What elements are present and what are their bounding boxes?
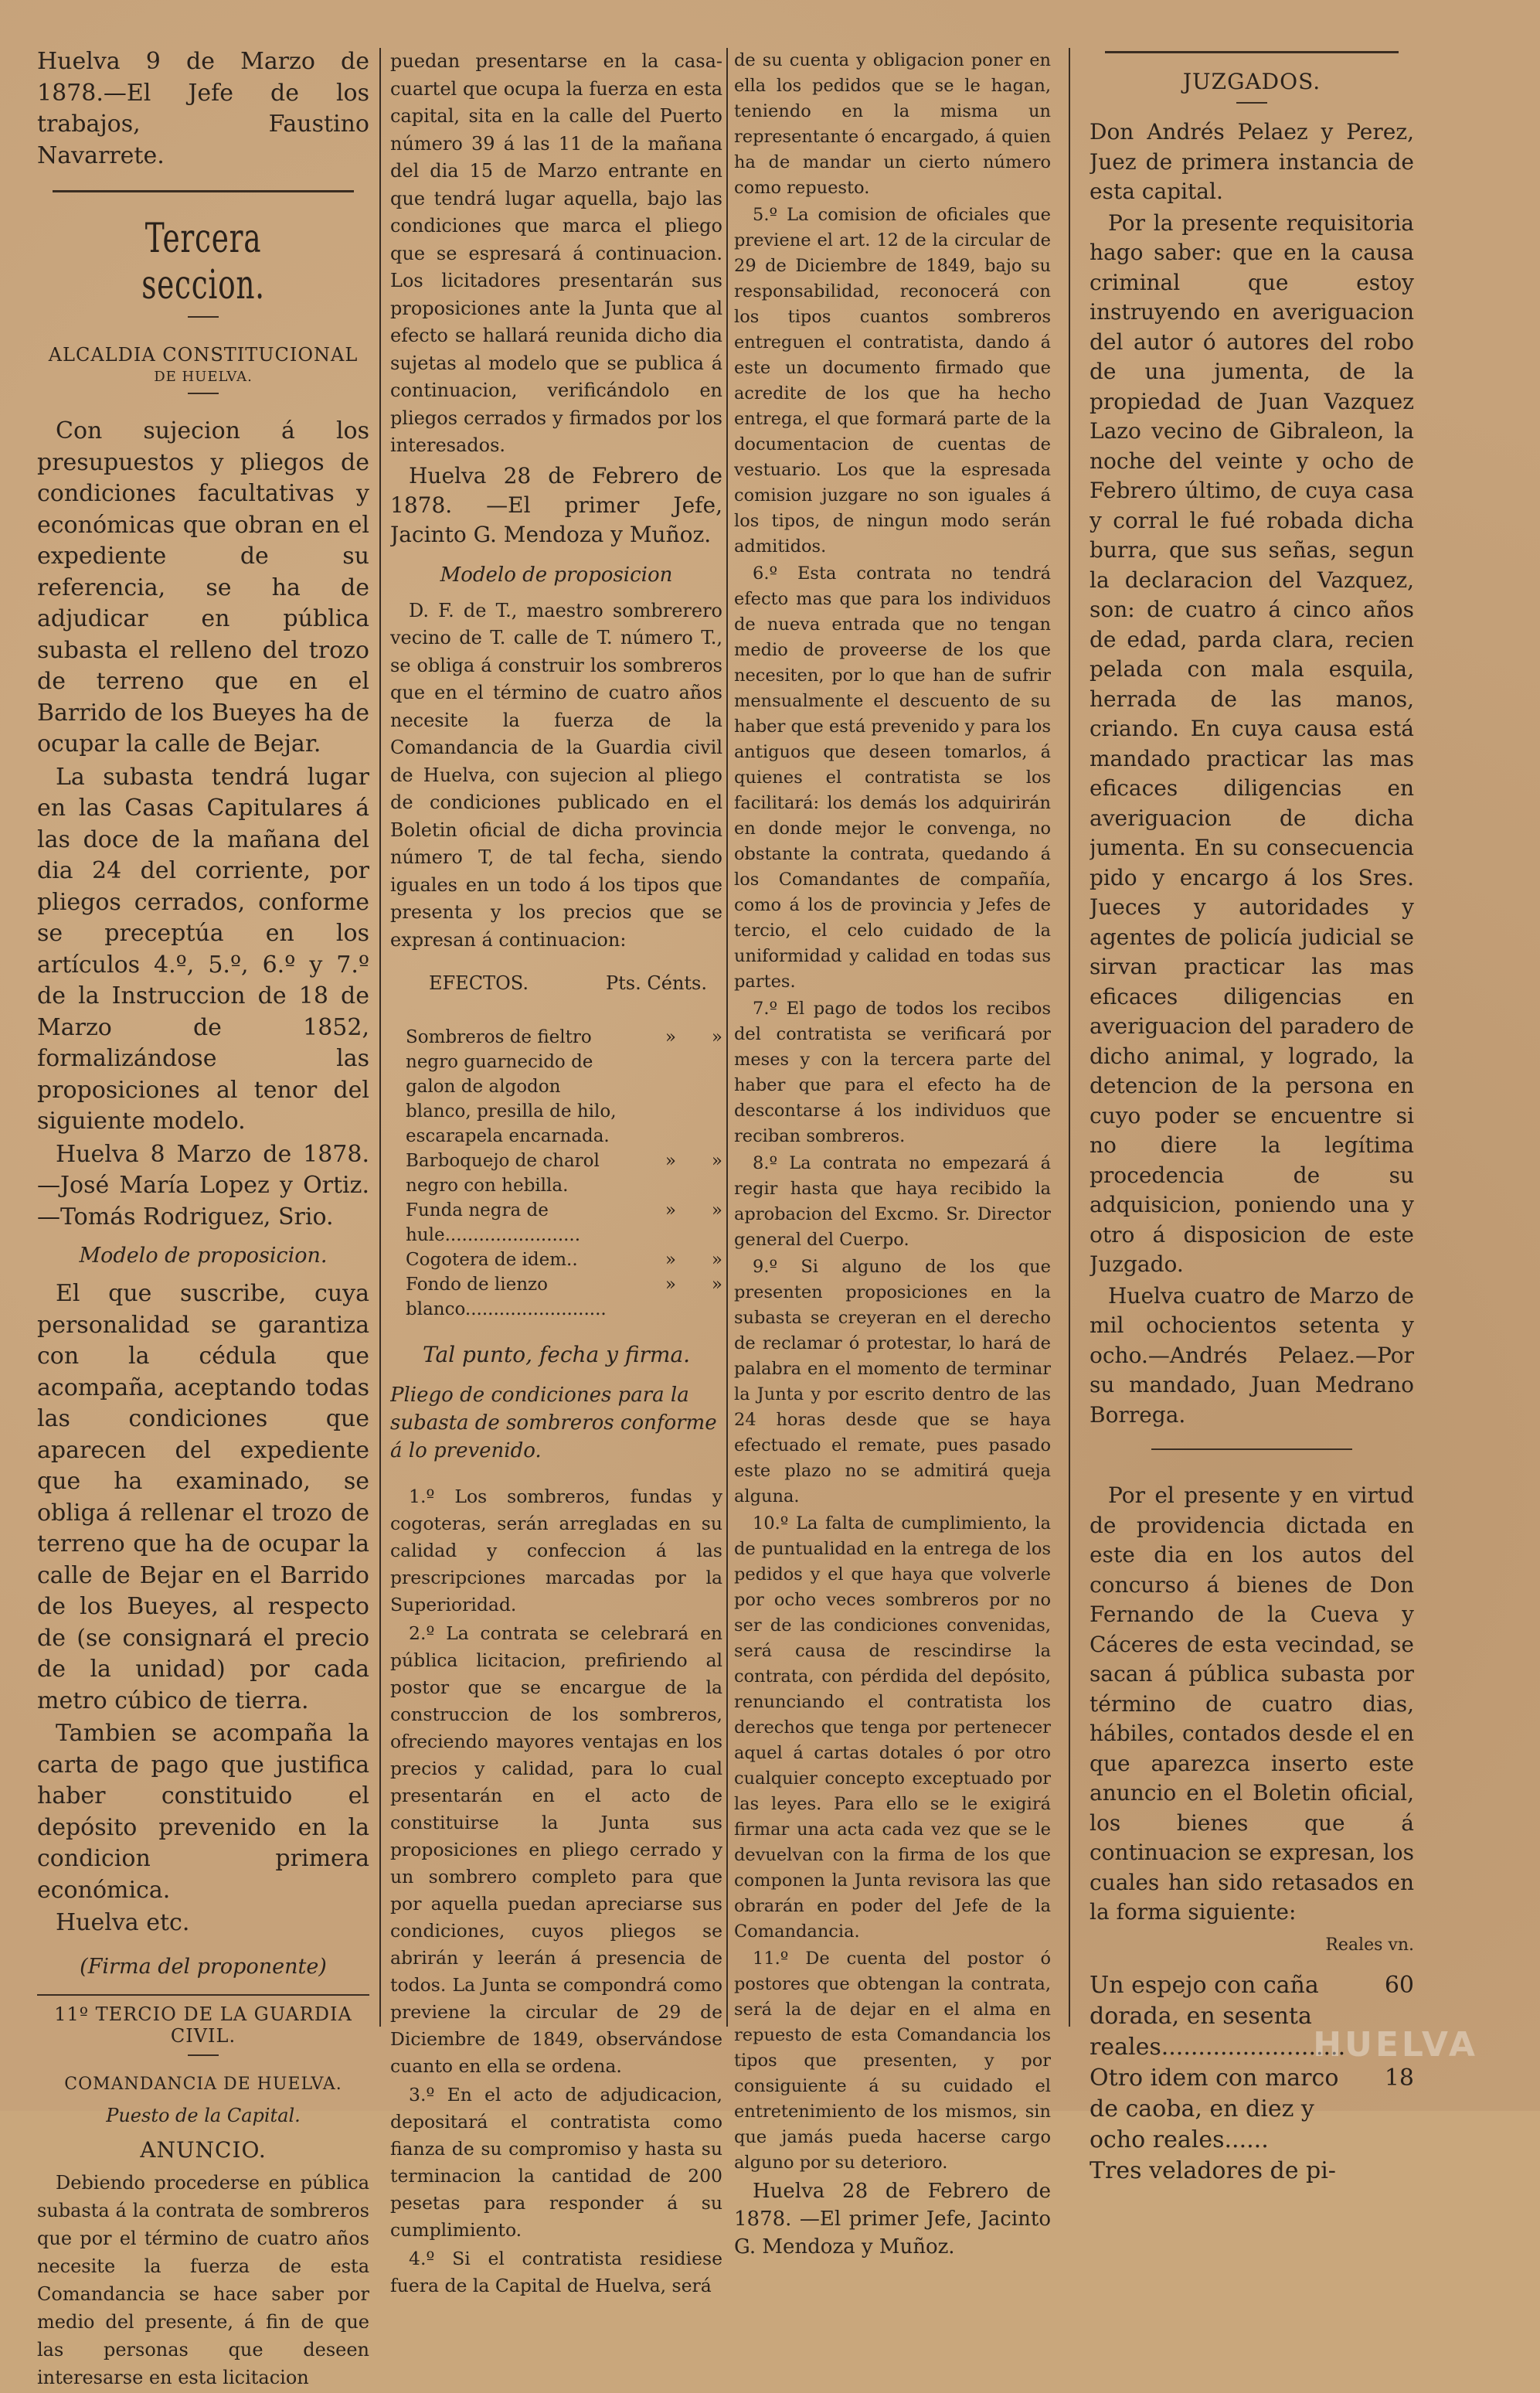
efectos-item-pts: » [665,1027,676,1047]
efectos-item-text: Fondo de lienzo blanco......................... [406,1275,607,1319]
col1-modelo-para-1: El que suscribe, cuya personalidad se garantiza con la cédula que acompaña, aceptando todas las condiciones que aparecen del expediente que ha examinado, se obliga á rellenar el trozo de terreno que ha de ocupar la calle de Bejar en el Barrido de los Bueyes, al respecto de (se consignará el precio de la unidad) por cada metro cúbico de tierra. [37,1280,369,1714]
comandancia-title: COMANDANCIA DE HUELVA. [64,2074,342,2094]
col1-modelo-title: Modelo de proposicion. [79,1244,328,1268]
col3-para-3: 6.º Esta contrata no tendrá efecto mas que para los individuos de nueva entrada que no tengan medio de proveerse de los que necesiten, por lo que han de sufrir mensualmente el descuento de su haber que está prevenido y para los antiguos que deseen tomarlos, á quienes el contratista se los facilitará: los demás los adquirirán en donde mejor le convenga, no obstante la contrata, quedando á los Comandantes de compañía, como á los de provincia y Jefes de tercio, el celo cuidado de la uniformidad y calidad en todas sus partes. [734,563,1051,992]
col3-para-1: de su cuenta y obligacion poner en ella los pedidos que se le hagan, teniendo en la misma un representante ó encargado, á quien ha de mandar un cierto número como repuesto. [734,50,1051,198]
col3-para-8: 11.º De cuenta del postor ó postores que obtengan la contrata, será la de dejar en el alma en repuesto de esta Comandancia los tipos que presenten, y por consiguiente á su cuidado el entretenimiento de los mismos, sin que jamás pueda hacerse cargo alguno por su deterioro. [734,1949,1051,2173]
alcaldia-para-2: La subasta tendrá lugar en las Casas Capitulares á las doce de la mañana del dia 24 del corriente, por pliegos cerrados, conforme se preceptúa en los artículos 4.º, 5.º, 6.º y 7.º de la Instruccion de 18 de Marzo de 1852, formalizándose las proposiciones al tenor del siguiente modelo. [37,763,369,1135]
efectos-row [390,1198,722,1248]
col2-modelo-para: D. F. de T., maestro sombrerero vecino de T. calle de T. número T., se obliga á construir los sombreros que en el término de cuatro años necesite la fuerza de la Comandancia de la Guardia civil de Huelva, con sujecion al pliego de condiciones publicado en el Boletin oficial de dicha provincia número T, de tal fecha, siendo iguales en un todo á los tipos que presenta y los precios que se expresan á continuacion: [390,599,722,951]
column-2 [390,48,722,2301]
efectos-item-cents: » [711,1027,722,1047]
section-dash [188,316,219,318]
efectos-item-pts: » [665,1200,676,1220]
anuncio-title: ANUNCIO. [140,2136,267,2163]
col1-modelo-para-3: Huelva etc. [56,1909,190,1936]
puesto-title: Puesto de la Capital. [106,2104,301,2126]
price-item-value: 60 [1384,1971,1414,1999]
efectos-item-text: Funda negra de hule........................ [406,1200,581,1245]
condition-4: 4.º Si el contratista residiese fuera de la Capital de Huelva, será [390,2248,722,2296]
anuncio-body [37,2169,369,2391]
column-rule-3 [1069,48,1070,2027]
efectos-header [390,972,722,994]
efectos-item-cents: » [711,1275,722,1295]
requisitoria-body [1090,117,1414,1430]
efectos-item-cents: » [711,1250,722,1270]
tercio-title: 11º TERCIO DE LA GUARDIA CIVIL. [54,2003,352,2047]
col1-modelo-para-2: Tambien se acompaña la carta de pago que justifica haber constituido el depósito prevenido en la condicion primera económica. [37,1720,369,1904]
efectos-item-text: Barboquejo de charol negro con hebilla. [406,1151,600,1196]
col4-divider [1151,1448,1352,1450]
alcaldia-subtitle: DE HUELVA. [154,369,253,385]
alcaldia-body [37,416,369,1233]
conditions-list [390,1483,722,2299]
efectos-item-cents: » [711,1200,722,1220]
juzgados-title: JUZGADOS. [1182,69,1321,94]
price-item-value [1368,2156,1414,2187]
alcaldia-para-1: Con sujecion á los presupuestos y pliegos de condiciones facultativas y económicas que obran en el expediente de su referencia, se ha de adjudicar en pública subasta el relleno del trozo de terreno que en el Barrido de los Bueyes ha de ocupar la calle de Bejar. [37,417,369,757]
juzgados-dash [1236,102,1267,104]
section-divider [53,190,354,192]
price-item-text: Tres veladores de pi- [1090,2156,1336,2184]
col1-divider [37,1994,369,1996]
anuncio-para: Debiendo procederse en pública subasta á la contrata de sombreros que por el término de cuatro años necesite la fuerza de esta Comandancia se hace saber por medio del presente, á fin de que las personas que deseen interesarse en esta licitacion [37,2171,369,2388]
section-title: Tercera seccion. [141,216,265,308]
efectos-row [390,1272,722,1322]
subasta-para: Por el presente y en virtud de providencia dictada en este dia en los autos del concurso á bienes de Don Fernando de la Cueva y Cáceres de esta vecindad, se sacan á pública subasta por término de cuatro dias, hábiles, contados desde el en que aparezca inserto este anuncio en el Boletin oficial, los bienes que á continuacion se expresan, los cuales han sido retasados en la forma siguiente: [1090,1482,1414,1925]
efectos-item-pts: » [665,1151,676,1171]
pts-label: Pts. Cénts. [606,972,707,994]
efectos-table [390,1025,722,1322]
tal-punto: Tal punto, fecha y firma. [422,1342,691,1367]
col2-modelo-body [390,597,722,955]
col2-body-1 [390,48,722,550]
requisitoria-date: Huelva cuatro de Marzo de mil ochocientos setenta y ocho.—Andrés Pelaez.—Por su mandado, Juan Medrano Borrega. [1090,1282,1414,1428]
col1-top-text: Huelva 9 de Marzo de 1878.—El Jefe de los trabajos, Faustino Navarrete. [37,48,369,169]
watermark-logo: HUELVA [1313,2025,1478,2065]
col3-date: Huelva 28 de Febrero de 1878. —El primer Jefe, Jacinto G. Mendoza y Muñoz. [734,2180,1051,2259]
requisitoria-head: Don Andrés Pelaez y Perez, Juez de primera instancia de esta capital. [1090,119,1414,204]
juzgados-top-rule [1105,51,1399,53]
col3-para-5: 8.º La contrata no empezará á regir hasta que haya recibido la aprobacion del Excmo. Sr. Director general del Cuerpo. [734,1153,1051,1250]
price-row [1090,2156,1414,2187]
efectos-row [390,1025,722,1149]
col2-date-1: Huelva 28 de Febrero de 1878. —El primer Jefe, Jacinto G. Mendoza y Muñoz. [390,462,722,547]
efectos-item-text: Cogotera de idem.. [406,1250,578,1270]
column-1 [37,46,369,2393]
condition-2: 2.º La contrata se celebrará en pública licitacion, prefiriendo al postor que se encargue de la construccion de los sombreros, ofreciendo mayores ventajas en los precios y calidad, para lo cual presentarán en el acto de constituirse la Junta sus proposiciones en pliego cerrado y un sombrero completo para que por aquella puedan apreciarse sus condiciones, cuyos pliegos se abrirán y leerán á presencia de todos. La Junta se compondrá como previene la circular de 29 de Diciembre de 1849, observándose cuanto en ella se ordena. [390,1622,722,2077]
firma-proponente: (Firma del proponente) [80,1954,327,1979]
pliego-title: Pliego de condiciones para la subasta de sombreros conforme á lo prevenido. [390,1384,717,1462]
col3-para-4: 7.º El pago de todos los recibos del contratista se verificará por meses y con la tercera parte del haber que para el efecto ha de descontarse á los individuos que reciban sombreros. [734,999,1051,1146]
efectos-item-cents: » [711,1151,722,1171]
efectos-label: EFECTOS. [429,972,529,994]
alcaldia-title: ALCALDIA CONSTITUCIONAL [48,344,359,366]
requisitoria-para: Por la presente requisitoria hago saber: que en la causa criminal que estoy instruyendo en averiguacion del autor ó autores del robo de una jumenta, de la propiedad de Juan Vazquez Lazo vecino de Gibraleon, la noche del veinte y ocho de Febrero último, de cuya casa y corral le fué robada dicha burra, que sus señas, segun la declaracion del Vazquez, son: de cuatro á cinco años de edad, parda clara, recien pelada con mala esquila, herrada de las manos, criando. En cuya causa está mandado practicar las mas eficaces diligencias en averiguacion de dicha jumenta. En su consecuencia pido y encargo á los Sres. Jueces y autoridades y agentes de policía judicial se sirvan practicar las mas eficaces diligencias en averiguacion del paradero de dicho animal, y logrado, la detencion de la persona en cuyo poder se encuentre si no diere la legítima procedencia de su adquisicion, poniendo una y otro á disposicion de este Juzgado. [1090,209,1414,1277]
col3-para-6: 9.º Si alguno de los que presenten proposiciones en la subasta se creyeran en el derecho de reclamar ó protestar, lo hará de palabra en el momento de terminar la Junta y por escrito dentro de las 24 horas desde que se haya efectuado el remate, pues pasado este plazo no se admitirá queja alguna. [734,1257,1051,1506]
efectos-item-pts: » [665,1275,676,1295]
reales-label: Reales vn. [1325,1935,1414,1955]
efectos-item-pts: » [665,1250,676,1270]
condition-1: 1.º Los sombreros, fundas y cogoteras, serán arregladas en su calidad y confeccion á las prescripciones marcadas por la Superioridad. [390,1486,722,1615]
column-rule-1 [379,48,381,2027]
column-3 [734,48,1051,2262]
efectos-row [390,1149,722,1198]
condition-3: 3.º En el acto de adjudicacion, depositará el contratista como fianza de su compromiso y hasta su terminacion la cantidad de 200 pesetas para responder á su cumplimiento. [390,2084,722,2241]
col1-modelo-body [37,1278,369,1939]
price-item-text: Otro idem con marco de caoba, en diez y ocho reales...... [1090,2064,1339,2153]
price-list [1090,1970,1414,2187]
price-item-text: Un espejo con caña dorada, en sesenta reales......................... [1090,1971,1346,2061]
alcaldia-para-3: Huelva 8 Marzo de 1878. —José María Lopez y Ortiz. —Tomás Rodriguez, Srio. [37,1140,369,1231]
price-item-value: 18 [1384,2064,1414,2092]
tercio-dash [188,2054,219,2056]
alcaldia-dash [188,393,219,394]
column-rule-2 [726,48,728,2027]
col3-body [734,48,1051,2261]
efectos-row [390,1248,722,1272]
col3-para-7: 10.º La falta de cumplimiento, la de puntualidad en la entrega de los pedidos y el que haya que volverle por ocho veces sombreros por no ser de las condiciones convenidas, será causa de rescindirse la contrata, con pérdida del depósito, renunciando el contratista los derechos que tenga por pertenecer aquel á cartas dotales ó por otro cualquier concepto exceptuado por las leyes. Para ello se le exigirá firmar una acta cada vez que se le devuelvan con la firma de los que componen la Junta revisora las que obrarán en poder del Jefe de la Comandancia. [734,1513,1051,1942]
col3-para-2: 5.º La comision de oficiales que previene el art. 12 de la circular de 29 de Diciembre de 1849, bajo su responsabilidad, reconocerá con los tipos cuantos sombreros entreguen el contratista, dando á este un documento firmado que acredite de los que ha hecho entrega, el que formará parte de la documentacion de cuentas de vestuario. Los que la espresada comision juzgare no son iguales á los tipos, de ningun modo serán admitidos. [734,205,1051,557]
col2-para-1: puedan presentarse en la casa-cuartel que ocupa la fuerza en esta capital, sita en la calle del Puerto número 39 á las 11 de la mañana del dia 15 de Marzo entrante en que tendrá lugar aquella, bajo las condiciones que marca el pliego que se espresará á continuacion. Los licitadores presentarán sus proposiciones ante la Junta que al efecto se hallará reunida dicho dia sujetas al modelo que se publica á continuacion, verificándolo en pliegos cerrados y firmados por los interesados. [390,50,722,456]
subasta-body [1090,1481,1414,1928]
col2-modelo-title: Modelo de proposicion [440,563,673,587]
col1-top-paragraph [37,46,369,172]
price-row [1090,2063,1414,2156]
efectos-item-text: Sombreros de fieltro negro guarnecido de galon de algodon blanco, presilla de hilo, escarapela encarnada. [406,1027,617,1146]
column-4 [1090,48,1414,2187]
